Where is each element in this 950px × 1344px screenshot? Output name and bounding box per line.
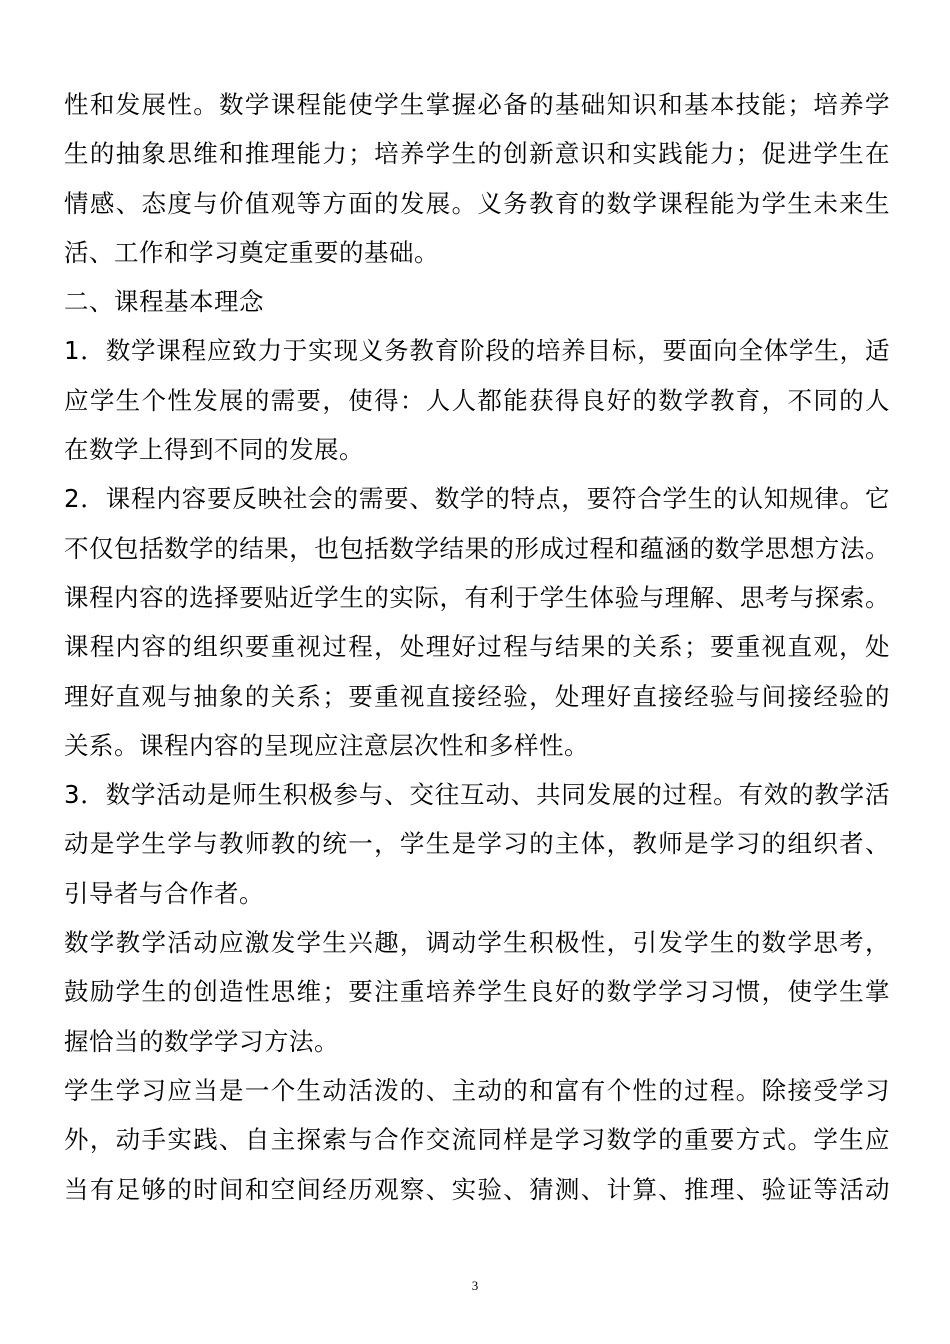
text-line: 学生学习应当是一个生动活泼的、主动的和富有个性的过程。除接受学习 (64, 1075, 890, 1105)
text-line: 性和发展性。数学课程能使学生掌握必备的基础知识和基本技能；培养学 (64, 90, 890, 119)
text-line: 握恰当的数学学习方法。 (64, 1026, 339, 1056)
text-line: 课程内容的组织要重视过程，处理好过程与结果的关系；要重视直观，处 (64, 632, 890, 662)
text-line: 情感、态度与价值观等方面的发展。义务教育的数学课程能为学生未来生 (64, 188, 890, 218)
section-heading: 二、课程基本理念 (64, 287, 264, 317)
text-line: 3．数学活动是师生积极参与、交往互动、共同发展的过程。有效的教学活 (64, 780, 890, 810)
text-line: 关系。课程内容的呈现应注意层次性和多样性。 (64, 730, 589, 760)
text-line: 2．课程内容要反映社会的需要、数学的特点，要符合学生的认知规律。它 (64, 484, 890, 514)
text-line: 在数学上得到不同的发展。 (64, 435, 364, 465)
text-line: 鼓励学生的创造性思维；要注重培养学生良好的数学学习习惯，使学生掌 (64, 977, 890, 1007)
page-number: 3 (471, 1278, 479, 1293)
text-line: 1．数学课程应致力于实现义务教育阶段的培养目标，要面向全体学生，适 (64, 336, 890, 366)
text-line: 引导者与合作者。 (64, 878, 264, 908)
text-line: 当有足够的时间和空间经历观察、实验、猜测、计算、推理、验证等活动 (64, 1174, 890, 1204)
text-line: 活、工作和学习奠定重要的基础。 (64, 237, 439, 267)
text-line: 不仅包括数学的结果，也包括数学结果的形成过程和蕴涵的数学思想方法。 (64, 533, 890, 563)
text-line: 理好直观与抽象的关系；要重视直接经验，处理好直接经验与间接经验的 (64, 681, 890, 711)
text-line: 课程内容的选择要贴近学生的实际，有利于学生体验与理解、思考与探索。 (64, 582, 890, 612)
text-line: 动是学生学与教师教的统一，学生是学习的主体，教师是学习的组织者、 (64, 829, 890, 859)
body-text (64, 80, 890, 1214)
text-line: 生的抽象思维和推理能力；培养学生的创新意识和实践能力；促进学生在 (64, 139, 890, 169)
text-line: 数学教学活动应激发学生兴趣，调动学生积极性，引发学生的数学思考， (64, 928, 890, 958)
text-line: 应学生个性发展的需要，使得：人人都能获得良好的数学教育，不同的人 (64, 385, 890, 415)
text-line: 外，动手实践、自主探索与合作交流同样是学习数学的重要方式。学生应 (64, 1125, 890, 1155)
